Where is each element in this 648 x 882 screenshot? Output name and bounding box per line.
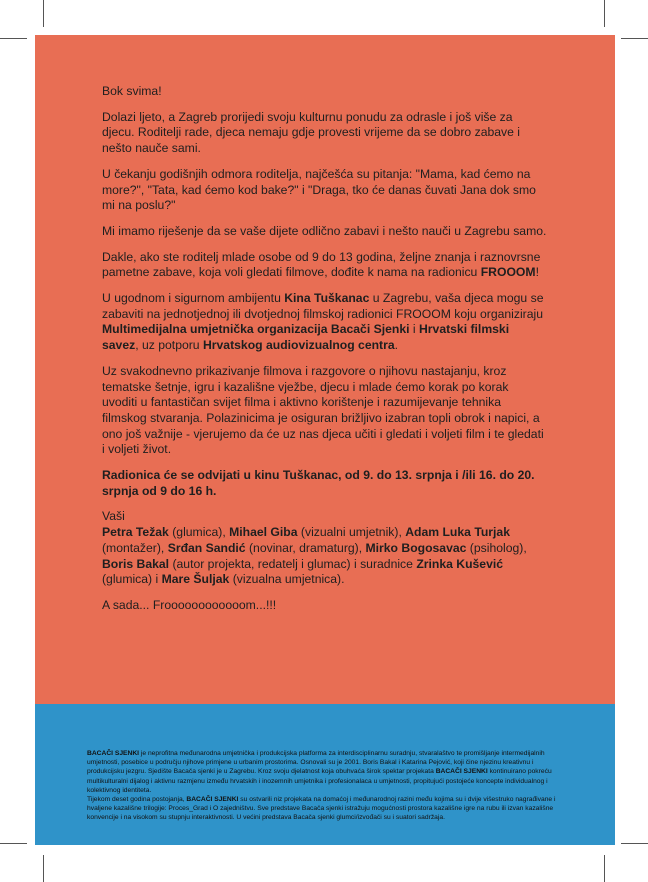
paragraph-schedule: Radionica će se odvijati u kinu Tuškanac, od 9. do 13. srpnja i /ili 16. do 20. srpnja od 9 do 16 h.: [102, 468, 535, 498]
crop-mark: [621, 843, 648, 844]
crop-mark: [0, 843, 27, 844]
crop-mark: [43, 855, 44, 882]
main-panel: [35, 35, 615, 704]
closing-line: A sada... Froooooooooooom...!!!: [102, 597, 277, 612]
footer-panel: [35, 704, 615, 845]
crop-mark: [604, 0, 605, 27]
paragraph-intro: Dolazi ljeto, a Zagreb prorijedi svoju kulturnu ponudu za odrasle i još više za djecu. Roditelji rade, djeca nemaju gdje provesti vrijeme da se dobro zabave i nešto nauče sami.: [102, 109, 520, 156]
workshop-name: FROOOM: [480, 265, 536, 280]
crop-mark: [0, 38, 27, 39]
crop-mark: [43, 0, 44, 27]
paragraph-solution: Mi imamo riješenje da se vaše dijete odlično zabavi i nešto nauči u Zagrebu samo.: [102, 223, 547, 238]
letter-body: [102, 84, 547, 624]
flyer: [35, 35, 615, 845]
crop-mark: [621, 38, 648, 39]
team-list: Vaši Petra Težak (glumica), Mihael Giba (vizualni umjetnik), Adam Luka Turjak (montažer), Srđan Sandić (novinar, dramaturg), Mirko Bogosavac (psiholog), Boris Bakal (autor projekta, redatelj i glumac) i suradnice Zrinka Kušević (glumica) i Mare Šuljak (vizualna umjetnica).: [102, 509, 527, 587]
paragraph-organizers: U ugodnom i sigurnom ambijentu Kina Tuškanac u Zagrebu, vaša djeca mogu se zabaviti na jednotjednoj ili dvotjednoj filmskoj radionici FROOOM koju organiziraju Multimedijalna umjetnička organizacija Bacači Sjenki i Hrvatski filmski savez, uz potporu Hrvatskog audiovizualnog centra.: [102, 291, 544, 353]
greeting: Bok svima!: [102, 84, 162, 98]
paragraph-program: Uz svakodnevno prikazivanje filmova i razgovore o njihovu nastajanju, kroz tematske šetnje, igru i kazališne vježbe, djecu i mlade ćemo korak po korak uvoditi u fantastičan svijet filma i aktivno korištenje i razumijevanje tehnika filmskog stvaranja. Polazinicima je osiguran brižljivo izabran topli obrok i napici, a ono još važnije - vjerujemo da će uz nas djeca učiti i gledati i voljeti film i te gledati i voljeti život.: [102, 363, 544, 457]
paragraph-invitation: Dakle, ako ste roditelj mlade osobe od 9 do 13 godina, željne znanja i raznovrsne pametne zabave, koja voli gledati filmove, dođite k nama na radionicu FROOOM!: [102, 249, 541, 280]
crop-mark: [604, 855, 605, 882]
paragraph-questions: U čekanju godišnjih odmora roditelja, najčešća su pitanja: "Mama, kad ćemo na more?", "Tata, kad ćemo kod bake?" i "Draga, tko će danas čuvati Jana dok smo mi na poslu?": [102, 166, 536, 213]
footer-text: BACAČI SJENKI je neprofitna međunarodna umjetnička i produkcijska platforma za interdisciplinarnu suradnju, stvaralaštvo te promišljanje intermedijalnih umjetnosti, posebice u području njihove primjene u urbanim prostorima. Osnovali su je 2001. Boris Bakal i Katarina Pejović, koji čine njezinu kreativnu i produkcijsku jezgru. Sjedište Bacača sjenki je u Zagrebu. Kroz svoju djelatnost koja obuhvaća širok spektar projekata BACAČI SJENKI kontinuirano pokreću multikulturalni dijalog i aktivnu razmjenu između hrvatskih i inozemnih umjetnika i profesionalaca u umjetnosti, propitujući postojeće koncepte individualnog i kolektivnog identiteta. Tijekom deset godina postojanja, BACAČI SJENKI su ostvarili niz projekata na domaćoj i međunarodnoj razini među kojima su i dvije višestruko nagrađivane i hvaljene kazališne trilogije: Proces_Grad i O zajedništvu. Sve predstave Bacača sjenki istražuju mogućnosti prostora kazališne igre na rubu ili izvan kazališne konvencije i na visokom su stupnju interaktivnosti. U većini predstava Bacača sjenki glumci/izvođači su i suatori sadržaja.: [87, 750, 556, 822]
